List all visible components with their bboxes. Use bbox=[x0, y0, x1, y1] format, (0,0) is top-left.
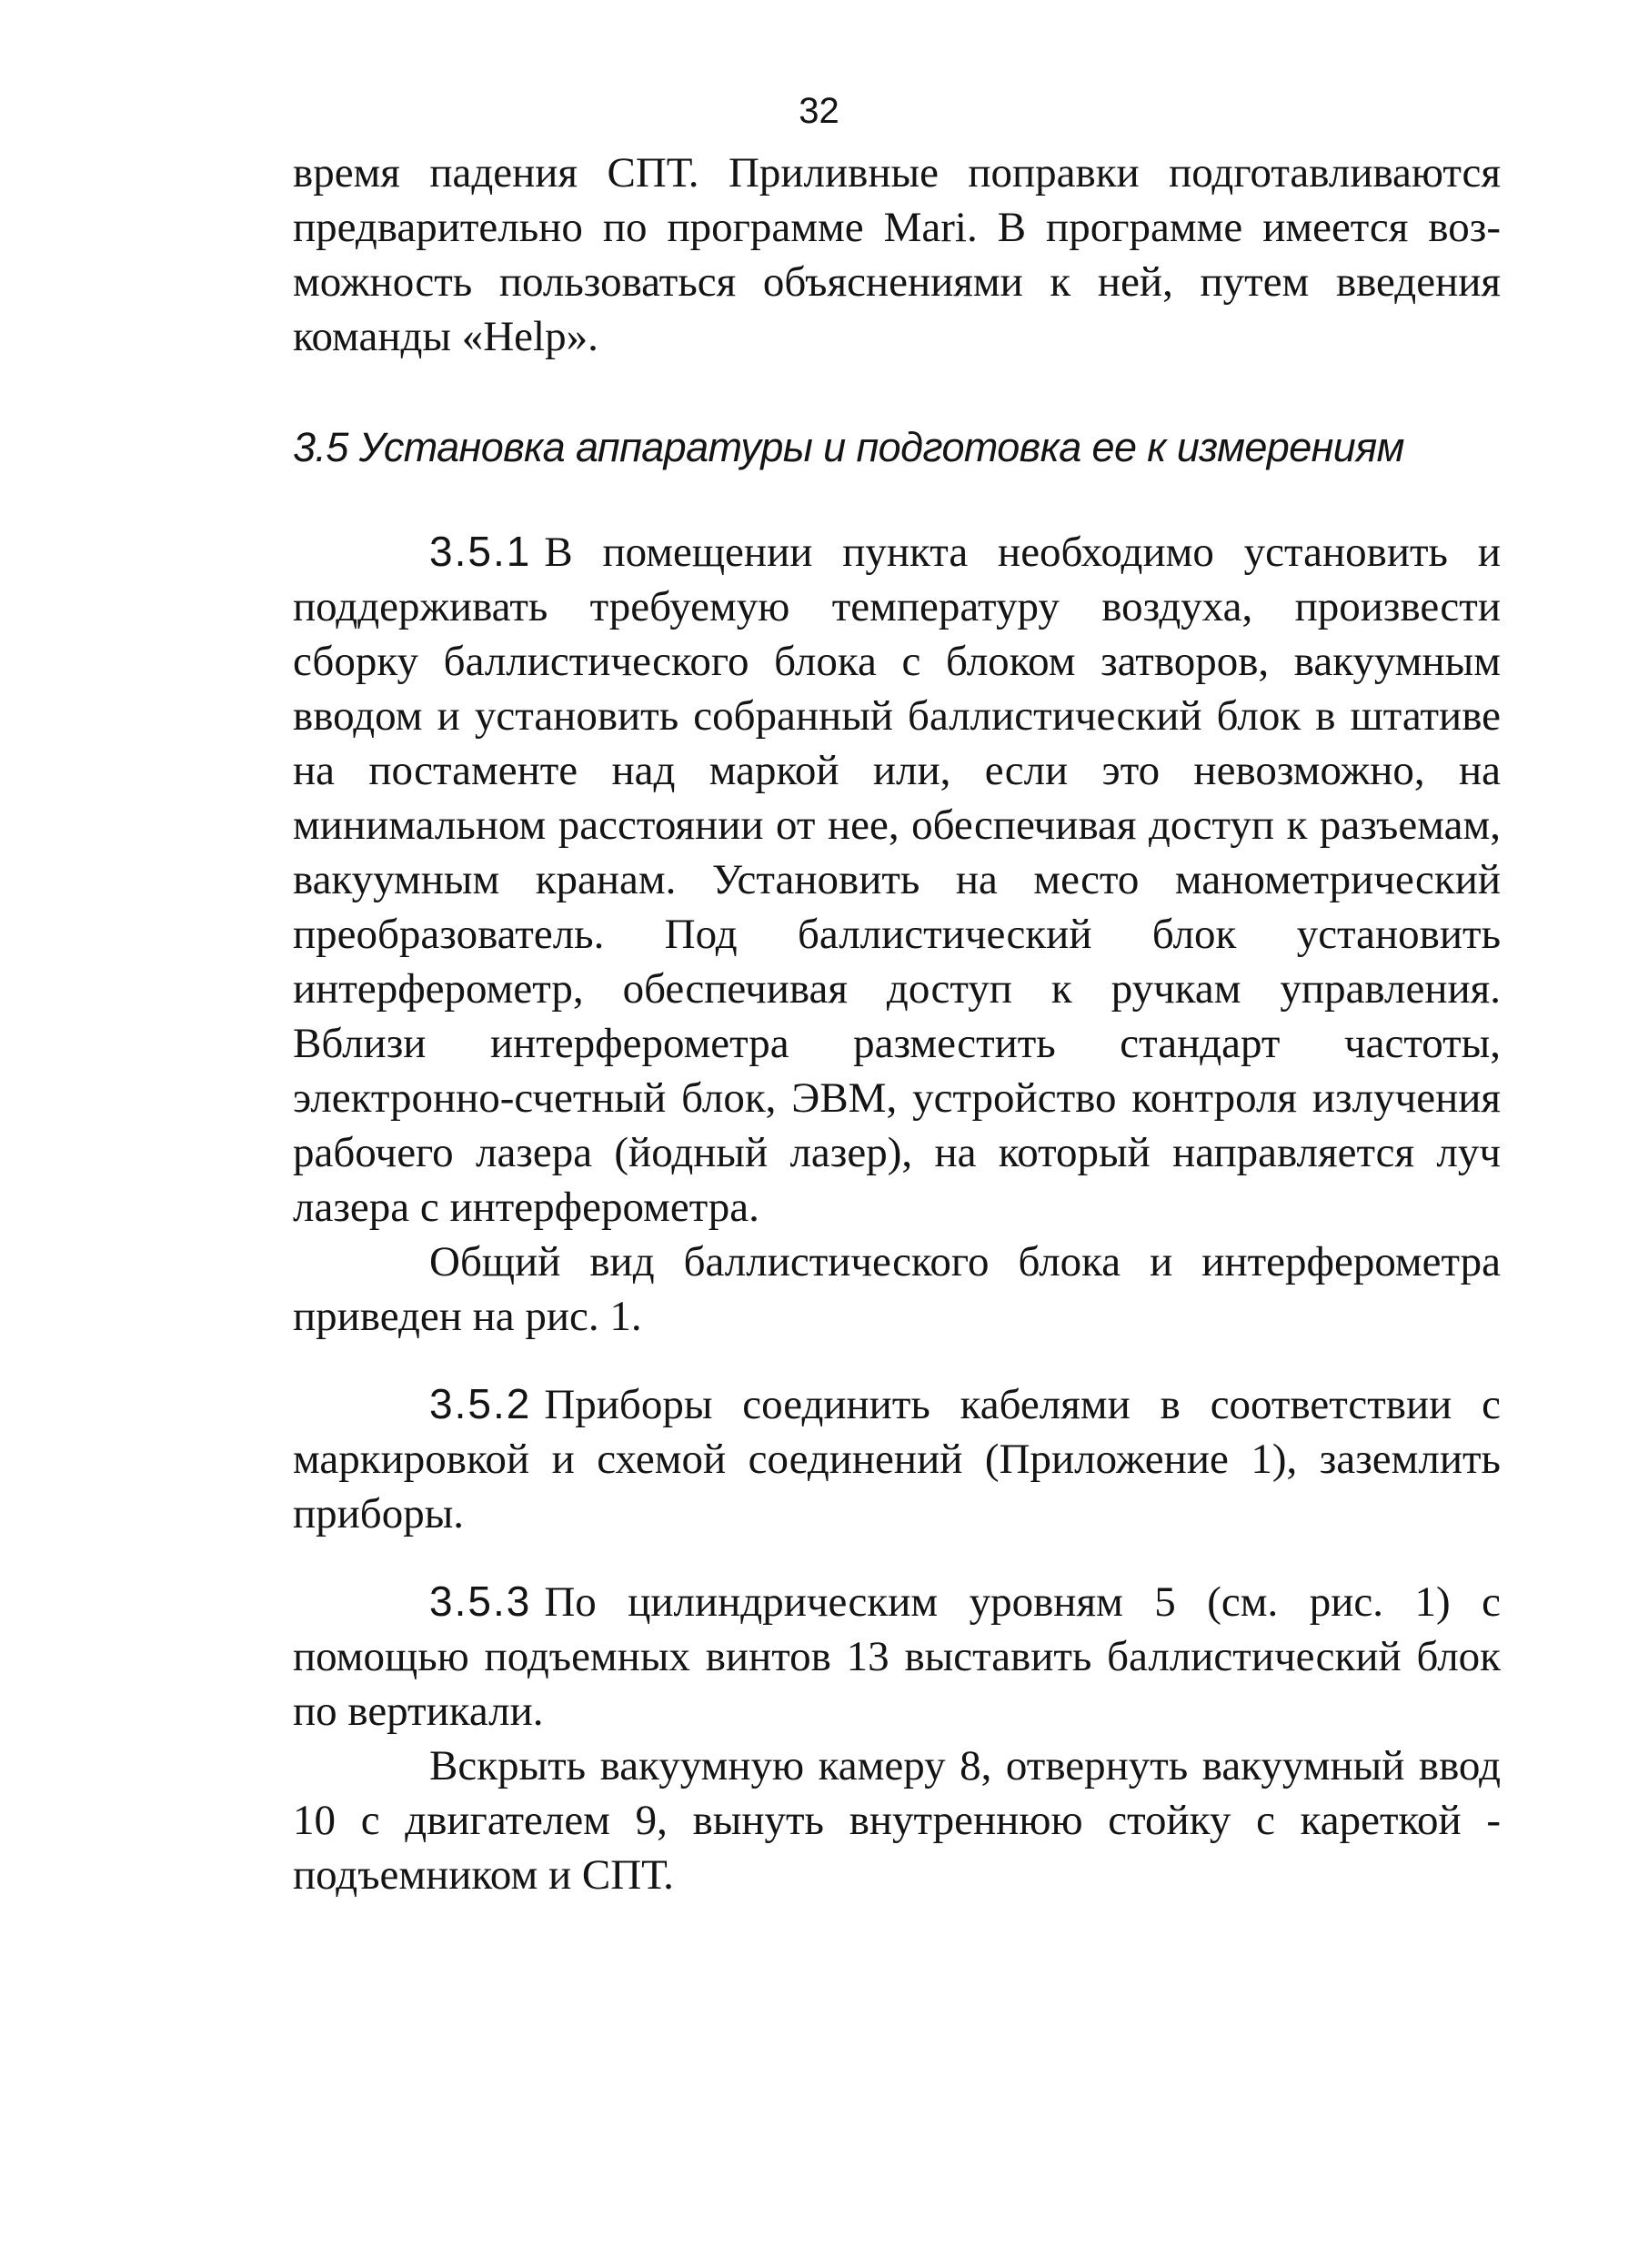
paragraph-3-5-1-text: В помещении пункта необходимо установить и поддерживать требуемую температуру воздуха, произвести сборку баллистического блока с блоком затворов, вакуумным вводом и установить собранный баллистический блок в штативе на постаменте над маркой или, если это невозможно, на минимальном расстоянии от нее, обеспечивая доступ к разъемам, вакуумным кранам. Установить на место манометрический преобразователь. Под баллистический блок установить интерферометр, обеспечивая доступ к ручкам управления. Вблизи интерферометра разместить стандарт частоты, электронно-счетный блок, ЭВМ, устройство контроля излучения рабочего лазера (йодный лазер), на который направляется луч лазера с интерферометра. bbox=[293, 529, 1501, 1231]
clause-number-3-5-1: 3.5.1 bbox=[429, 528, 532, 575]
paragraph-3-5-3 bbox=[293, 1574, 1501, 1739]
paragraph-3-5-2-text: Приборы соединить кабелями в соответствии с маркировкой и схемой соединений (Приложение 1), заземлить приборы. bbox=[293, 1381, 1501, 1537]
page-number: 32 bbox=[799, 91, 839, 131]
clause-number-3-5-2: 3.5.2 bbox=[429, 1380, 532, 1427]
clause-number-3-5-3: 3.5.3 bbox=[429, 1578, 532, 1625]
paragraph-open-chamber: Вскрыть вакуумную камеру 8, отвернуть вакуумный ввод 10 с двигателем 9, вынуть внутреннюю стойку с кареткой - подъемником и СПТ. bbox=[293, 1742, 1501, 1899]
paragraph-3-5-2 bbox=[293, 1376, 1501, 1541]
paragraph-intro: время падения СПТ. Приливные поправки подготавливаются предварительно по программе Mari. В программе имеется возможность пользоваться объяснениями к ней, путем введения команды «Help». bbox=[293, 149, 1501, 360]
page-body bbox=[293, 146, 1501, 1902]
section-heading: 3.5 Установка аппаратуры и подготовка ее к измерениям bbox=[293, 424, 1404, 470]
paragraph-3-5-1 bbox=[293, 524, 1501, 1235]
paragraph-figure-reference: Общий вид баллистического блока и интерферометра приведен на рис. 1. bbox=[293, 1238, 1501, 1340]
paragraph-3-5-3-text: По цилиндрическим уровням 5 (см. рис. 1) с помощью подъемных винтов 13 выставить баллистический блок по вертикали. bbox=[293, 1578, 1501, 1735]
